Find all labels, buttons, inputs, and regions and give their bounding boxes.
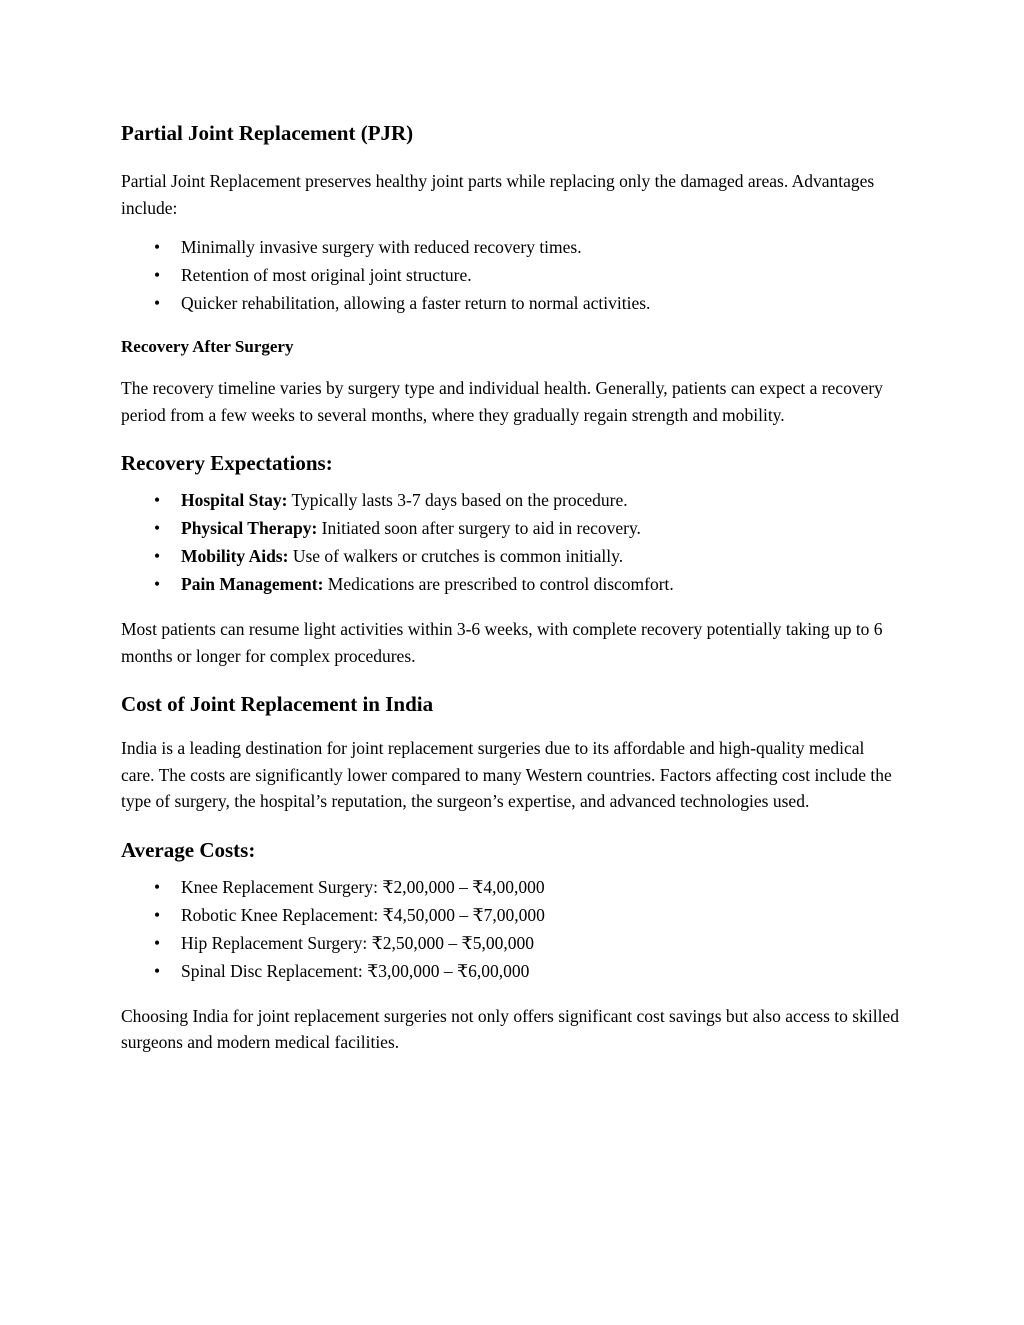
list-item: • Mobility Aids: Use of walkers or crutches is common initially. <box>121 542 901 570</box>
bullet-icon: • <box>154 904 161 925</box>
list-item: • Hip Replacement Surgery: ₹2,50,000 – ₹5,00,000 <box>121 929 901 957</box>
expectations-closing: Most patients can resume light activities within 3-6 weeks, with complete recovery potentially taking up to 6 months or longer for complex procedures. <box>121 619 883 666</box>
document-page <box>121 118 901 1056</box>
bullet-icon: • <box>154 574 161 594</box>
cost-heading: Cost of Joint Replacement in India <box>121 692 434 716</box>
bullet-icon: • <box>154 546 161 566</box>
list-item: • Physical Therapy: Initiated soon after surgery to aid in recovery. <box>121 514 901 542</box>
average-costs-list <box>121 873 901 985</box>
list-item: • Knee Replacement Surgery: ₹2,00,000 – ₹4,00,000 <box>121 873 901 901</box>
bullet-icon: • <box>154 960 161 981</box>
bullet-icon: • <box>154 265 161 285</box>
pjr-intro: Partial Joint Replacement preserves healthy joint parts while replacing only the damaged areas. Advantages include: <box>121 171 875 218</box>
bullet-icon: • <box>154 237 161 257</box>
bullet-icon: • <box>154 293 161 313</box>
list-item: • Quicker rehabilitation, allowing a faster return to normal activities. <box>121 289 901 317</box>
average-costs-closing: Choosing India for joint replacement surgeries not only offers significant cost savings but also access to skilled surgeons and modern medical facilities. <box>121 1005 899 1052</box>
bullet-icon: • <box>154 490 161 510</box>
pjr-heading: Partial Joint Replacement (PJR) <box>121 121 414 145</box>
expectations-list <box>121 486 901 598</box>
list-item: • Spinal Disc Replacement: ₹3,00,000 – ₹6,00,000 <box>121 957 901 985</box>
list-item: • Robotic Knee Replacement: ₹4,50,000 – ₹7,00,000 <box>121 901 901 929</box>
bullet-icon: • <box>154 518 161 538</box>
list-item: • Hospital Stay: Typically lasts 3-7 days based on the procedure. <box>121 486 901 514</box>
bullet-icon: • <box>154 932 161 953</box>
bullet-icon: • <box>154 876 161 897</box>
list-item: • Minimally invasive surgery with reduced recovery times. <box>121 233 901 261</box>
cost-body: India is a leading destination for joint replacement surgeries due to its affordable and high-quality medical care. The costs are significantly lower compared to many Western countries. Factors affecting cost include the type of surgery, the hospital’s reputation, the surgeon’s expertise, and advanced technologies used. <box>121 738 892 811</box>
recovery-after-heading: Recovery After Surgery <box>121 337 294 356</box>
list-item: • Pain Management: Medications are prescribed to control discomfort. <box>121 570 901 598</box>
list-item: • Retention of most original joint structure. <box>121 261 901 289</box>
expectations-heading: Recovery Expectations: <box>121 451 333 475</box>
recovery-after-body: The recovery timeline varies by surgery type and individual health. Generally, patients can expect a recovery period from a few weeks to several months, where they gradually regain strength and mobility. <box>121 378 883 425</box>
average-costs-heading: Average Costs: <box>121 837 256 862</box>
pjr-advantages-list <box>121 233 901 317</box>
